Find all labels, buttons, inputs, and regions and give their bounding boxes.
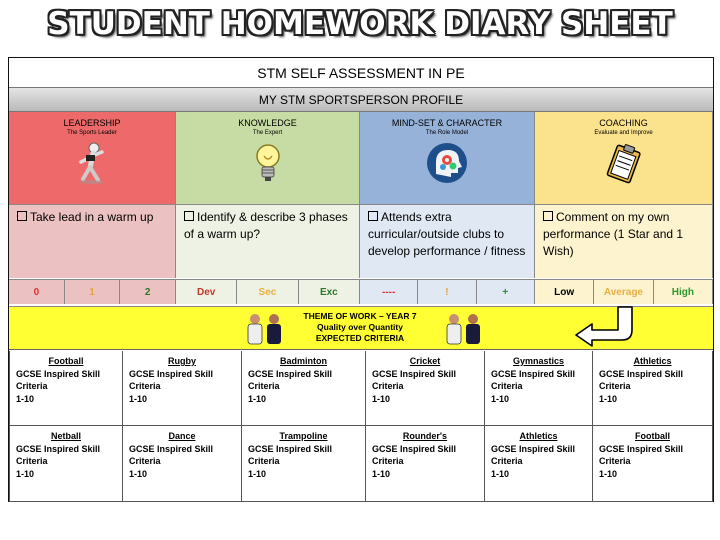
criteria-word: Criteria xyxy=(248,381,280,391)
sport-cell[interactable] xyxy=(485,426,593,502)
sport-name: Football xyxy=(48,356,84,366)
checkbox-icon[interactable] xyxy=(368,211,378,221)
criteria-word: Criteria xyxy=(491,381,523,391)
sport-cell[interactable] xyxy=(593,351,713,426)
criteria-word: Criteria xyxy=(16,456,48,466)
column-subtitle: The Sports Leader xyxy=(67,130,117,136)
head-gears-icon xyxy=(360,142,534,189)
range-text: 1-10 xyxy=(599,393,618,404)
sport-name: Football xyxy=(635,431,670,441)
criteria-word: Criteria xyxy=(372,456,404,466)
column-task[interactable] xyxy=(360,204,535,278)
criteria-line: GCSE Inspired Skill xyxy=(16,443,101,454)
score-option[interactable]: Sec xyxy=(237,279,298,304)
sport-cell[interactable] xyxy=(123,351,242,426)
column-task[interactable] xyxy=(176,204,360,278)
sport-cell[interactable] xyxy=(593,426,713,502)
task-text: Comment on my own performance (1 Star and 1 Wish) xyxy=(543,210,684,258)
profile-column-2 xyxy=(360,112,535,204)
criteria-line: GCSE Inspired Skill xyxy=(248,368,333,379)
checkbox-icon[interactable] xyxy=(17,211,27,221)
range-text: 1-10 xyxy=(491,468,510,479)
criteria-word: Criteria xyxy=(129,381,161,391)
sport-name: Badminton xyxy=(280,356,327,366)
lightbulb-icon xyxy=(176,142,359,189)
leader-figure-icon xyxy=(9,142,175,189)
sport-cell[interactable] xyxy=(242,426,366,502)
criteria-line: GCSE Inspired Skill xyxy=(491,368,576,379)
range-text: 1-10 xyxy=(372,393,391,404)
column-title: MIND-SET & CHARACTER xyxy=(391,118,503,128)
sport-name: Rounder's xyxy=(402,431,448,441)
profile-column-3 xyxy=(535,112,713,204)
sport-name: Cricket xyxy=(409,356,441,366)
range-text: 1-10 xyxy=(248,393,267,404)
range-text: 1-10 xyxy=(16,468,35,479)
sport-cell[interactable] xyxy=(366,426,485,502)
sport-name: Trampoline xyxy=(279,431,328,441)
column-task[interactable] xyxy=(9,204,176,278)
criteria-word: Criteria xyxy=(16,381,48,391)
sport-name: Gymnastics xyxy=(512,356,565,366)
range-text: 1-10 xyxy=(129,393,148,404)
theme-line-1: THEME OF WORK – YEAR 7 xyxy=(303,311,417,321)
score-option[interactable]: Average xyxy=(594,279,653,304)
return-arrow-icon xyxy=(570,304,640,348)
sport-cell[interactable] xyxy=(485,351,593,426)
score-option[interactable]: Low xyxy=(535,279,594,304)
criteria-line: GCSE Inspired Skill xyxy=(599,443,684,454)
criteria-line: GCSE Inspired Skill xyxy=(372,443,457,454)
criteria-word: Criteria xyxy=(491,456,523,466)
criteria-line: GCSE Inspired Skill xyxy=(248,443,333,454)
sport-name: Athletics xyxy=(519,431,558,441)
profile-header: MY STM SPORTSPERSON PROFILE xyxy=(9,88,713,112)
column-subtitle: Evaluate and Improve xyxy=(594,130,653,136)
range-text: 1-10 xyxy=(599,468,618,479)
column-subtitle: The Expert xyxy=(252,130,283,136)
sport-cell[interactable] xyxy=(9,426,123,502)
profile-column-0 xyxy=(9,112,176,204)
range-text: 1-10 xyxy=(491,393,510,404)
column-title: LEADERSHIP xyxy=(63,118,121,128)
criteria-word: Criteria xyxy=(599,456,631,466)
task-text: Attends extra curricular/outside clubs to develop performance / fitness xyxy=(368,210,526,258)
column-title: COACHING xyxy=(599,118,648,128)
column-title: KNOWLEDGE xyxy=(238,118,297,128)
theme-text xyxy=(230,311,490,344)
sport-name: Dance xyxy=(168,431,196,441)
column-task[interactable] xyxy=(535,204,713,278)
task-text: Take lead in a warm up xyxy=(30,210,154,224)
score-option[interactable]: + xyxy=(477,279,535,304)
sport-cell[interactable] xyxy=(366,351,485,426)
theme-line-2: Quality over Quantity xyxy=(317,322,403,332)
sport-name: Netball xyxy=(50,431,81,441)
score-option[interactable]: ---- xyxy=(360,279,418,304)
profile-column-1 xyxy=(176,112,360,204)
range-text: 1-10 xyxy=(372,468,391,479)
sport-cell[interactable] xyxy=(123,426,242,502)
score-option[interactable]: Exc xyxy=(299,279,360,304)
score-option[interactable]: ! xyxy=(418,279,476,304)
clipboard-icon xyxy=(535,142,712,189)
score-option[interactable]: 0 xyxy=(9,279,65,304)
criteria-line: GCSE Inspired Skill xyxy=(491,443,576,454)
column-subtitle: The Role Model xyxy=(425,130,469,136)
sport-name: Rugby xyxy=(168,356,196,366)
range-text: 1-10 xyxy=(16,393,35,404)
criteria-line: GCSE Inspired Skill xyxy=(129,368,214,379)
criteria-line: GCSE Inspired Skill xyxy=(372,368,457,379)
range-text: 1-10 xyxy=(248,468,267,479)
criteria-line: GCSE Inspired Skill xyxy=(129,443,214,454)
score-option[interactable]: 2 xyxy=(120,279,176,304)
theme-line-3: EXPECTED CRITERIA xyxy=(315,333,405,343)
assessment-header: STM SELF ASSESSMENT IN PE xyxy=(9,58,713,88)
range-text: 1-10 xyxy=(129,468,148,479)
criteria-word: Criteria xyxy=(372,381,404,391)
criteria-line: GCSE Inspired Skill xyxy=(16,368,101,379)
task-text: Identify & describe 3 phases of a warm up? xyxy=(184,210,348,241)
sport-cell[interactable] xyxy=(9,351,123,426)
sport-name: Athletics xyxy=(633,356,672,366)
checkbox-icon[interactable] xyxy=(543,211,553,221)
checkbox-icon[interactable] xyxy=(184,211,194,221)
criteria-word: Criteria xyxy=(129,456,161,466)
criteria-word: Criteria xyxy=(599,381,631,391)
sport-cell[interactable] xyxy=(242,351,366,426)
score-option[interactable]: 1 xyxy=(65,279,121,304)
score-option[interactable]: Dev xyxy=(176,279,237,304)
page-title: STUDENT HOMEWORK DIARY SHEET xyxy=(47,6,673,42)
score-option[interactable]: High xyxy=(654,279,713,304)
criteria-word: Criteria xyxy=(248,456,280,466)
criteria-line: GCSE Inspired Skill xyxy=(599,368,684,379)
